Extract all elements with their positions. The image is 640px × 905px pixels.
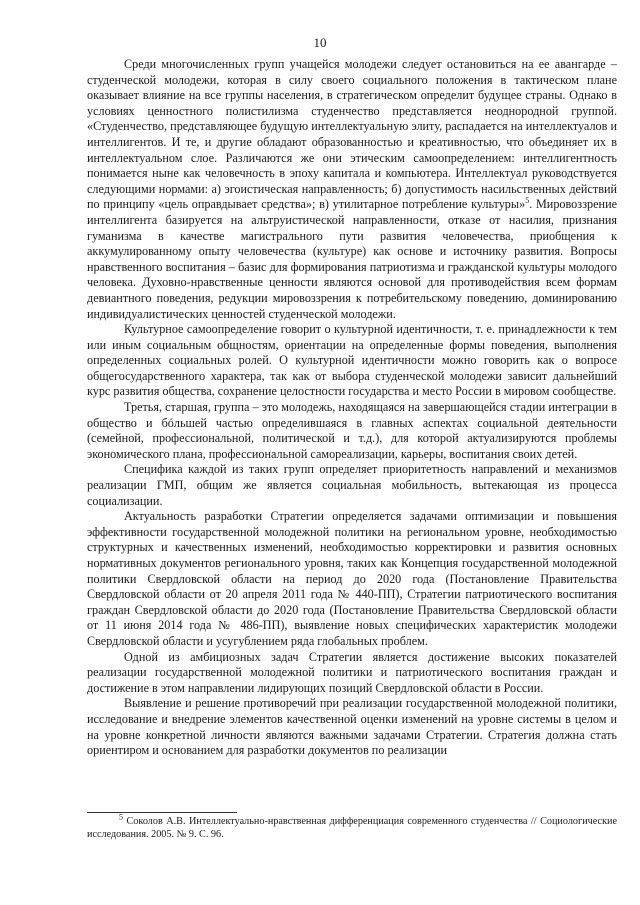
paragraph-6: Одной из амбициозных задач Стратегии является достижение высоких показателей реализации государственной молодежной политики и патриотического воспитания граждан и достижение в этом направлении лидирующих позиций Свердловской области в России. [87,649,617,695]
paragraph-4: Специфика каждой из таких групп определяет приоритетность направлений и механизмов реализации ГМП, общим же является социальная мобильность, вытекающая из процесса социализации. [87,462,617,508]
paragraph-1 [87,57,617,322]
paragraph-5: Актуальность разработки Стратегии определяется задачами оптимизации и повышения эффективности государственной молодежной политики на региональном уровне, необходимостью структурных и качественных изменений, необходимостью корректировки и развития основных нормативных документов регионального уровня, таких как Концепция государственной молодежной политики Свердловской области на период до 2020 года (Постановление Правительства Свердловской области от 20 апреля 2011 года № 440-ПП), Стратегии патриотического воспитания граждан Свердловской области до 2020 года (Постановление Правительства Свердловской области от 11 июня 2014 года № 486-ПП), выявление новых специфических характеристик молодежи Свердловской области и усугублением ряда глобальных проблем. [87,509,617,648]
footnote-divider [87,812,237,813]
footnote [87,812,617,841]
footnote-text: Соколов А.В. Интеллектуально-нравственная дифференциация современного студенчества // Социологические исследования. 2005. № 9. С. 96. [87,816,617,840]
paragraph-3: Третья, старшая, группа – это молодежь, находящаяся на завершающейся стадии интеграции в общество и бóльшей частью определившаяся в главных аспектах социальной деятельности (семейной, профессиональной, политической и т.д.), для которой актуализируются проблемы экономического плана, профессиональной самореализации, карьеры, воспитания своих детей. [87,400,617,461]
page-number: 10 [313,35,327,50]
paragraph-1-text: Среди многочисленных групп учащейся молодежи следует остановиться на ее авангарде – студенческой молодежи, которая в силу своего социального положения в тактическом плане оказывает влияние на все группы населения, в стратегическом определит будущее страны. Однако в условиях ценностного полистилизма студенчество представляется неоднородной группой. «Студенчество, представляющее будущую интеллектуальную элиту, распадается на интеллектуалов и интеллигентов. И те, и другие обладают образованностью и креативностью, что объединяет их в интеллектуальном слое. Различаются же они этическим самоопределением: интеллигентность понимается ныне как человечность в эпоху капитала и компьютера. Интеллектуал руководствуется следующими нормами: а) эгоистическая направленность; б) допустимость насильственных действий по принципу «цель оправдывает средства»; в) утилитарное потребление культуры» [87,57,617,212]
footnote-reference[interactable]: 5 [525,196,530,206]
footnote-number: 5 [119,812,123,822]
paragraph-7: Выявление и решение противоречий при реализации государственной молодежной политики, исследование и внедрение элементов качественной оценки изменений на уровне системы в целом и на уровне конкретной личности являются важными задачами Стратегии. Стратегия должна стать ориентиром и основанием для разработки документов по реализации [87,696,617,758]
paragraph-2: Культурное самоопределение говорит о культурной идентичности, т. е. принадлежности к тем или иным социальным общностям, ориентации на определенные формы поведения, выполнения определенных социальных ролей. О культурной идентичности можно говорить как о вопросе общегосударственного характера, так как от выбора студенческой молодежи зависит дальнейший курс развития общества, сохранение целостности государства и место России в мировом сообществе. [87,322,617,399]
paragraph-1-tail: . Мировоззрение интеллигента базируется на альтруистической направленности, отказе от насилия, признания гуманизма в качестве магистрального пути развития человечества, приобщения к аккумулированному опыту человечества (культуре) как основе и источнику развития. Вопросы нравственного воспитания – базис для формирования патриотизма и гражданской культуры молодого человека. Духовно-нравственные ценности являются основой для противодействия всем формам девиантного поведения, редукции мировоззрения к потребительскому поведению, доминированию индивидуалистических ценностей студенческой молодежи. [87,197,618,321]
body-text [87,57,617,759]
